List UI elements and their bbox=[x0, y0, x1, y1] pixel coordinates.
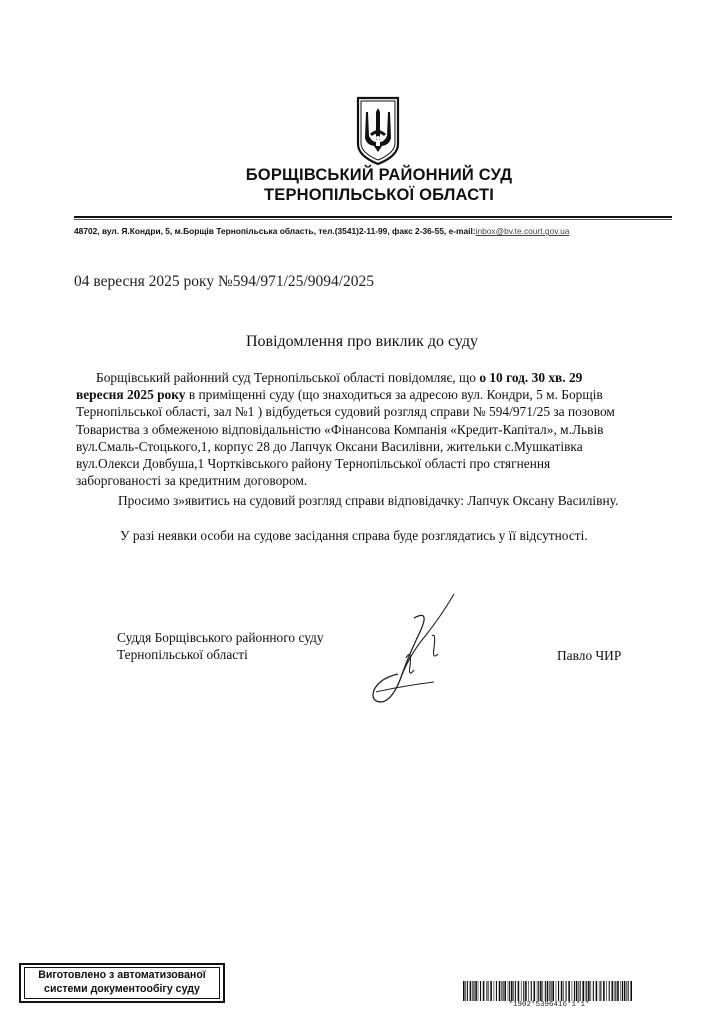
stamp-line1: Виготовлено з автоматизованої bbox=[38, 969, 206, 981]
header-divider bbox=[74, 216, 672, 218]
barcode-bar bbox=[537, 981, 538, 1001]
barcode-bar bbox=[470, 981, 472, 1001]
barcode-bar bbox=[480, 981, 481, 1001]
notice-line-6: вул.Олекси Довбуша,1 Чортківського району Тернопільської області про стягнення bbox=[76, 456, 551, 472]
notice-line-5: вул.Смаль-Стоцького,1, корпус 28 до Лапчук Оксани Василівни, жительки с.Мушкатівка bbox=[76, 438, 583, 454]
barcode-bar bbox=[561, 981, 563, 1001]
barcode-bar bbox=[612, 981, 614, 1001]
barcode-bar bbox=[603, 981, 605, 1001]
barcode-bar bbox=[551, 981, 552, 1001]
barcode-bar bbox=[540, 981, 542, 1001]
barcode-bar bbox=[568, 981, 570, 1001]
barcode-bar bbox=[511, 981, 513, 1001]
barcode-bar bbox=[463, 981, 465, 1001]
judge-title bbox=[117, 629, 324, 663]
barcode-bar bbox=[528, 981, 529, 1001]
summons-request: Просимо з»явитись на судовий розгляд справи відповідачку: Лапчук Оксану Василівну. bbox=[118, 493, 619, 508]
document-title: Повідомлення про виклик до суду bbox=[245, 333, 479, 350]
notice-line-1 bbox=[76, 369, 615, 386]
court-name-line2: ТЕРНОПІЛЬСЬКОЇ ОБЛАСТІ bbox=[263, 186, 495, 204]
barcode-bar bbox=[591, 981, 592, 1001]
coat-of-arms-icon bbox=[355, 96, 401, 166]
barcode-icon bbox=[463, 981, 635, 1001]
hearing-date: вересня 2025 року bbox=[76, 387, 186, 403]
barcode-bar bbox=[478, 981, 479, 1001]
barcode-bar bbox=[628, 981, 629, 1001]
barcode-bar bbox=[521, 981, 522, 1001]
barcode-bar bbox=[558, 981, 559, 1001]
barcode-bar bbox=[499, 981, 501, 1001]
barcode-bar bbox=[580, 981, 581, 1001]
barcode-bar bbox=[486, 981, 487, 1001]
barcode-bar bbox=[543, 981, 544, 1001]
barcode-bar bbox=[513, 981, 514, 1001]
notice-line-4: Товариства з обмеженою відповідальністю «Фінансова Компанія «Кредит-Капітал», м.Львів bbox=[76, 421, 604, 437]
barcode-bar bbox=[531, 981, 532, 1001]
barcode-bar bbox=[496, 981, 497, 1001]
barcode-bar bbox=[509, 981, 510, 1001]
automated-system-stamp bbox=[19, 963, 225, 1003]
hearing-time: о 10 год. 30 хв. 29 bbox=[479, 370, 583, 385]
barcode-bar bbox=[588, 981, 590, 1001]
barcode-bar bbox=[490, 981, 492, 1001]
barcode-bar bbox=[525, 981, 527, 1001]
barcode-bar bbox=[501, 981, 502, 1001]
barcode-bar bbox=[578, 981, 579, 1001]
notice-paragraph bbox=[76, 369, 615, 489]
barcode-bar bbox=[556, 981, 557, 1001]
barcode-bar bbox=[494, 981, 495, 1001]
barcode-bar bbox=[538, 981, 539, 1001]
absence-warning: У разі неявки особи на судове засідання справа буде розглядатись у її відсутності. bbox=[120, 528, 588, 543]
judge-name: Павло ЧИР bbox=[557, 648, 622, 663]
barcode-bar bbox=[472, 981, 473, 1001]
barcode-bar bbox=[518, 981, 520, 1001]
barcode-bar bbox=[599, 981, 600, 1001]
barcode-bar bbox=[483, 981, 485, 1001]
barcode-bar bbox=[473, 981, 474, 1001]
notice-line-2 bbox=[76, 386, 615, 403]
stamp-line2: системи документообігу суду bbox=[44, 983, 200, 995]
barcode-bar bbox=[593, 981, 594, 1001]
barcode-bar bbox=[630, 981, 632, 1001]
barcode-bar bbox=[515, 981, 516, 1001]
barcode-bar bbox=[572, 981, 573, 1001]
barcode-bar bbox=[465, 981, 466, 1001]
barcode-bar bbox=[622, 981, 623, 1001]
barcode-bar bbox=[545, 981, 546, 1001]
judge-title-line1: Суддя Борщівського районного суду bbox=[117, 630, 324, 645]
barcode-bar bbox=[552, 981, 554, 1001]
barcode-number: *1902*5396416*1*1* bbox=[508, 1001, 590, 1009]
barcode-bar bbox=[614, 981, 615, 1001]
document-date-number: 04 вересня 2025 року №594/971/25/9094/2025 bbox=[74, 273, 375, 290]
barcode-bar bbox=[586, 981, 587, 1001]
barcode-bar bbox=[503, 981, 504, 1001]
barcode-bar bbox=[475, 981, 477, 1001]
court-address-text: 48702, вул. Я.Кондри, 5, м.Борщів Тернопільська область, тел.(3541)2-11-99, факс 2-36-55, e-mail: bbox=[74, 226, 476, 236]
barcode-bar bbox=[582, 981, 584, 1001]
barcode-bar bbox=[574, 981, 575, 1001]
barcode-bar bbox=[549, 981, 550, 1001]
court-address bbox=[74, 226, 684, 236]
handwritten-signature bbox=[362, 588, 464, 712]
barcode-bar bbox=[617, 981, 619, 1001]
notice-line-3: Тернопільської області, зал №1 ) відбудеться судовий розгляд справи № 594/971/25 за позовом bbox=[76, 404, 615, 420]
barcode-bar bbox=[563, 981, 564, 1001]
barcode-bar bbox=[615, 981, 616, 1001]
stamp-inner-frame bbox=[24, 967, 220, 999]
barcode-bar bbox=[596, 981, 598, 1001]
court-name-line1: БОРЩІВСЬКИЙ РАЙОННИЙ СУД bbox=[245, 166, 513, 184]
notice-line-7: заборгованості за кредитним договором. bbox=[76, 473, 308, 489]
header-divider-thin bbox=[74, 219, 672, 220]
barcode-bar bbox=[626, 981, 627, 1001]
notice-text: в приміщенні суду (що знаходиться за адресою вул. Кондри, 5 м. Борщів bbox=[185, 387, 603, 403]
barcode-bar bbox=[621, 981, 622, 1001]
barcode-bar bbox=[609, 981, 610, 1001]
barcode-bar bbox=[547, 981, 549, 1001]
barcode-bar bbox=[508, 981, 509, 1001]
barcode-bar bbox=[467, 981, 468, 1001]
barcode-bar bbox=[534, 981, 536, 1001]
barcode-bar bbox=[576, 981, 578, 1001]
notice-text: Борщівський районний суд Тернопільської області повідомляє, що bbox=[96, 370, 480, 385]
barcode-bar bbox=[606, 981, 607, 1001]
court-email-link[interactable]: inbox@bv.te.court.gov.ua bbox=[475, 226, 570, 236]
barcode-bar bbox=[624, 981, 626, 1001]
barcode-bar bbox=[566, 981, 567, 1001]
barcode-bar bbox=[523, 981, 524, 1001]
barcode-bar bbox=[585, 981, 586, 1001]
barcode-bar bbox=[488, 981, 489, 1001]
barcode-bar bbox=[600, 981, 601, 1001]
barcode-bar bbox=[504, 981, 506, 1001]
judge-title-line2: Тернопільської області bbox=[117, 647, 248, 662]
